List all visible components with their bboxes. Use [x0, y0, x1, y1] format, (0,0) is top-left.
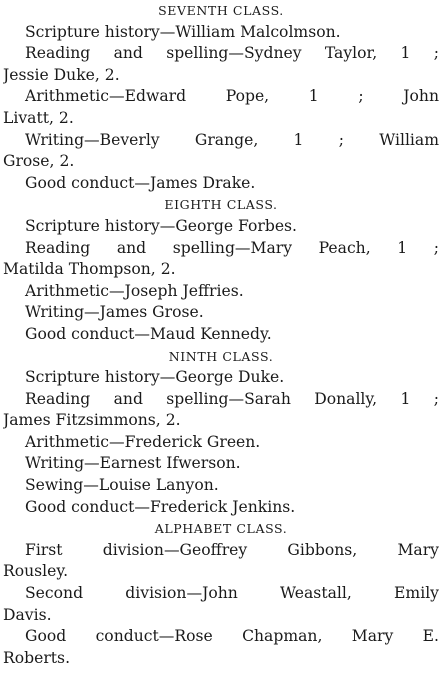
prize-entry-continuation: James Fitzsimmons, 2.: [3, 411, 181, 430]
prize-entry-continuation: Davis.: [3, 605, 52, 624]
prize-entry-line: Reading and spelling—Mary Peach, 1 ;: [25, 238, 439, 257]
class-heading: EIGHTH CLASS.: [164, 197, 278, 213]
prize-entry-line: Writing—Earnest Ifwerson.: [25, 454, 241, 473]
prize-entry-line: Scripture history—William Malcolmson.: [25, 22, 341, 41]
prize-entry-line: Good conduct—Frederick Jenkins.: [25, 497, 296, 516]
prize-entry-continuation: Matilda Thompson, 2.: [3, 260, 176, 279]
prize-entry-line: Good conduct—Rose Chapman, Mary E.: [25, 627, 439, 646]
prize-entry-line: Arithmetic—Frederick Green.: [25, 432, 261, 451]
prize-entry-line: Good conduct—Maud Kennedy.: [25, 324, 272, 343]
prize-entry-line: First division—Geoffrey Gibbons, Mary: [25, 540, 439, 559]
prize-entry-line: Scripture history—George Duke.: [25, 368, 285, 387]
prize-entry-continuation: Livatt, 2.: [3, 108, 74, 127]
prize-entry-line: Writing—Beverly Grange, 1 ; William: [25, 130, 439, 149]
prize-entry-continuation: Jessie Duke, 2.: [3, 65, 120, 84]
prize-entry-line: Good conduct—James Drake.: [25, 173, 256, 192]
class-heading: ALPHABET CLASS.: [154, 521, 288, 537]
prize-entry-line: Reading and spelling—Sarah Donally, 1 ;: [25, 389, 439, 408]
prize-entry-continuation: Roberts.: [3, 648, 71, 667]
prize-entry-line: Writing—James Grose.: [25, 303, 204, 322]
prize-entry-line: Sewing—Louise Lanyon.: [25, 476, 219, 495]
prize-entry-line: Reading and spelling—Sydney Taylor, 1 ;: [25, 44, 439, 63]
prize-entry-line: Arithmetic—Edward Pope, 1 ; John: [25, 87, 439, 106]
prize-entry-continuation: Rousley.: [3, 562, 69, 581]
prize-entry-line: Second division—John Weastall, Emily: [25, 584, 439, 603]
class-heading: NINTH CLASS.: [168, 348, 274, 364]
prize-entry-continuation: Grose, 2.: [3, 152, 75, 171]
prize-entry-line: Scripture history—George Forbes.: [25, 216, 298, 235]
prize-entry-line: Arithmetic—Joseph Jeffries.: [25, 281, 244, 300]
class-heading: SEVENTH CLASS.: [158, 3, 284, 18]
